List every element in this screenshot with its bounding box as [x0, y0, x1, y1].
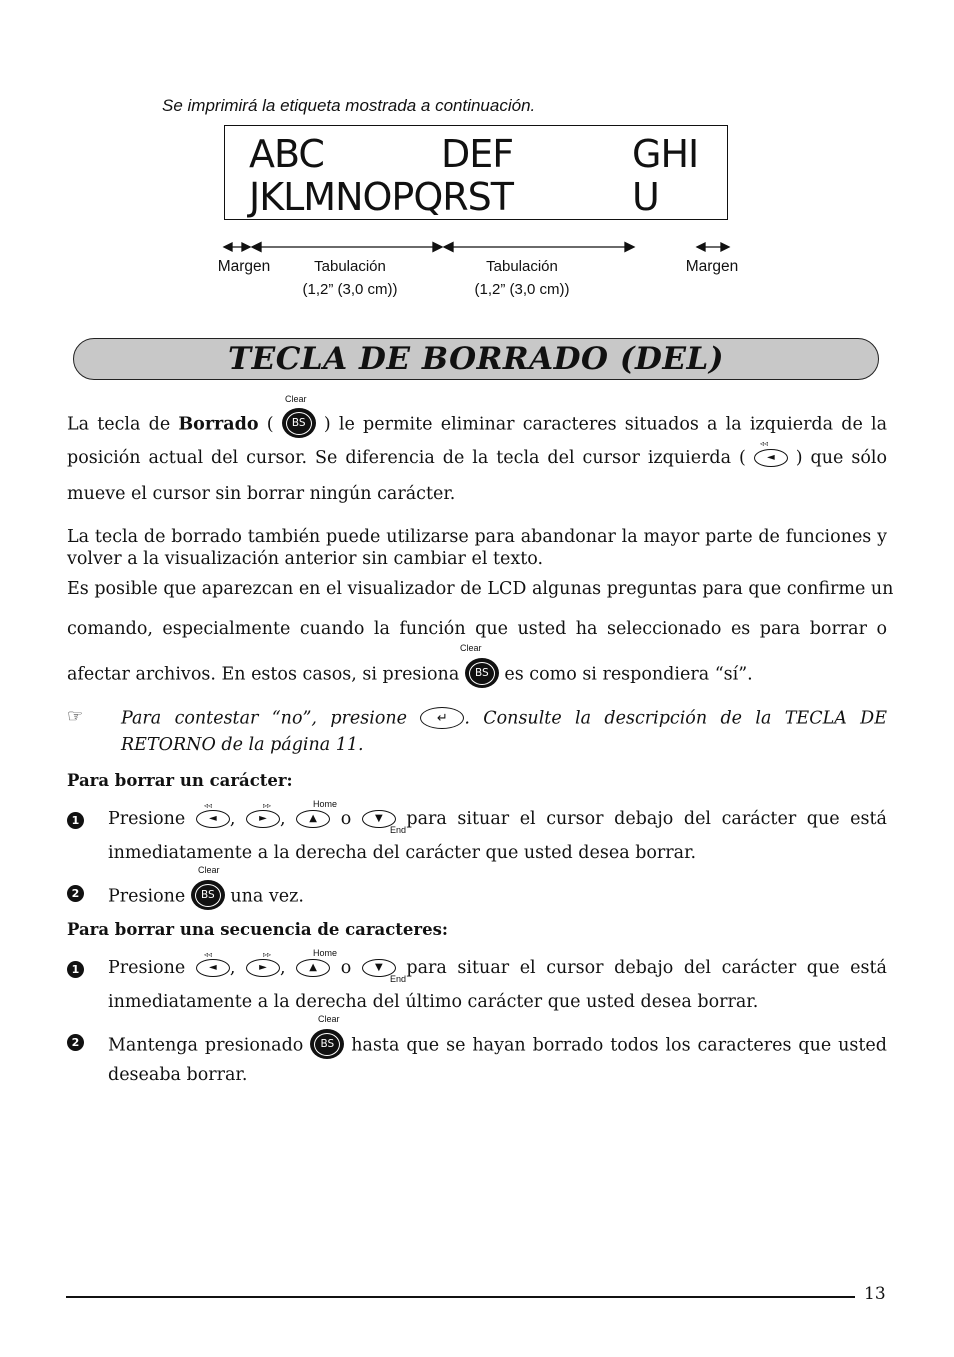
label-text: GHI — [632, 132, 699, 176]
label-preview — [224, 125, 728, 220]
step-number: 2 — [67, 885, 84, 902]
tab1-size: (1,2” (3,0 cm)) — [302, 281, 398, 298]
para2-line1: La tecla de borrado también puede utilizarse para abandonar la mayor parte de funciones y — [67, 527, 887, 547]
bs-key-label: BS — [195, 884, 221, 907]
bs-key-label: BS — [314, 1033, 340, 1056]
para1-line3: mueve el cursor sin borrar ningún carácter. — [67, 484, 456, 504]
clear-key-caption: Clear — [198, 865, 220, 875]
tab2-label: Tabulación — [486, 258, 558, 275]
return-key-icon: ↵ — [420, 707, 464, 729]
para1-line1 — [67, 410, 887, 440]
text: , — [229, 809, 246, 829]
cursor-up-key-icon: ▲ — [296, 810, 330, 828]
text: , — [279, 958, 297, 978]
text: Mantenga presionado — [108, 1035, 311, 1056]
section-banner — [73, 338, 879, 380]
pointing-hand-icon: ☞ — [67, 706, 84, 727]
para3-line2: comando, especialmente cuando la función que usted ha seleccionado es para borrar o — [67, 619, 887, 639]
text: ) le permite eliminar caracteres situados a la izquierda de la — [315, 414, 888, 435]
fast-forward-glyph: ▹▹ — [263, 801, 272, 810]
bs-key-label: BS — [469, 662, 495, 685]
label-caption: Se imprimirá la etiqueta mostrada a continuación. — [162, 96, 536, 115]
step-b1-line1 — [108, 958, 887, 978]
text: ) que sólo — [787, 448, 887, 468]
step-b2-line1 — [108, 1031, 887, 1061]
clear-key-caption: Clear — [285, 394, 307, 404]
cursor-left-key-icon: ◄ — [196, 959, 230, 977]
subheading-delete-char: Para borrar un carácter: — [67, 771, 293, 790]
dimension-arrows — [220, 238, 740, 256]
clear-key-caption: Clear — [460, 643, 482, 653]
tab1-label: Tabulación — [314, 258, 386, 275]
text: es como si respondiera “sí”. — [498, 664, 753, 685]
step-a2 — [108, 882, 887, 912]
text: Presione — [108, 809, 196, 829]
margin-left-label: Margen — [217, 258, 271, 275]
text: o — [330, 958, 362, 978]
cursor-up-key-icon: ▲ — [296, 959, 330, 977]
section-title: TECLA DE BORRADO (DEL) — [228, 341, 724, 377]
tab2-size: (1,2” (3,0 cm)) — [474, 281, 570, 298]
text: Para contestar “no”, presione — [121, 708, 421, 729]
cursor-left-key-icon: ◄ — [754, 449, 788, 467]
bold-term: Borrado — [178, 414, 259, 435]
bs-key-icon — [465, 658, 499, 688]
step-number: 1 — [67, 812, 84, 829]
step-b1-line2: inmediatamente a la derecha del último carácter que usted desea borrar. — [108, 992, 759, 1012]
rewind-glyph: ◃◃ — [204, 950, 213, 959]
bs-key-icon — [191, 880, 225, 910]
label-text: U — [632, 175, 659, 219]
step-number: 1 — [67, 961, 84, 978]
end-key-caption: End — [390, 825, 407, 835]
label-text: ABC — [249, 132, 324, 176]
cursor-right-key-icon: ► — [246, 959, 280, 977]
note-line1 — [121, 708, 887, 730]
para3-line3 — [67, 660, 887, 690]
bs-key-icon — [310, 1029, 344, 1059]
page-number: 13 — [864, 1284, 886, 1304]
margin-right-label: Margen — [685, 258, 739, 275]
text: o — [330, 809, 362, 829]
para3-line1: Es posible que aparezcan en el visualizador de LCD algunas preguntas para que confirme un — [67, 579, 894, 599]
clear-key-caption: Clear — [318, 1014, 340, 1024]
rewind-glyph: ◃◃ — [760, 439, 769, 448]
home-key-caption: Home — [313, 948, 338, 958]
step-a1-line1 — [108, 809, 887, 829]
cursor-down-key-icon: ▼ — [362, 810, 396, 828]
text: ( — [258, 414, 282, 435]
step-a1-line2: inmediatamente a la derecha del carácter que usted desea borrar. — [108, 843, 697, 863]
text: Presione — [108, 958, 196, 978]
text: , — [229, 958, 246, 978]
text: hasta que se hayan borrado todos los caracteres que usted — [344, 1035, 887, 1056]
text: . Consulte la descripción de la TECLA DE — [464, 708, 887, 729]
text: posición actual del cursor. Se diferencia de la tecla del cursor izquierda ( — [67, 448, 754, 468]
text: Presione — [108, 886, 191, 907]
footer-rule — [66, 1296, 855, 1298]
label-text: DEF — [441, 132, 514, 176]
note-line2: RETORNO de la página 11. — [121, 735, 364, 755]
subheading-delete-sequence: Para borrar una secuencia de caracteres: — [67, 920, 448, 939]
text: para situar el cursor debajo del carácter que está — [395, 958, 887, 978]
bs-key-icon — [282, 408, 316, 438]
end-key-caption: End — [390, 974, 407, 984]
text: para situar el cursor debajo del carácter que está — [395, 809, 887, 829]
cursor-down-key-icon: ▼ — [362, 959, 396, 977]
step-number: 2 — [67, 1034, 84, 1051]
cursor-left-key-icon: ◄ — [196, 810, 230, 828]
bs-key-label: BS — [286, 412, 312, 435]
text: , — [279, 809, 297, 829]
text: La tecla de — [67, 414, 179, 435]
home-key-caption: Home — [313, 799, 338, 809]
para2-line2: volver a la visualización anterior sin cambiar el texto. — [67, 549, 544, 569]
rewind-glyph: ◃◃ — [204, 801, 213, 810]
step-b2-line2: deseaba borrar. — [108, 1065, 248, 1085]
text: afectar archivos. En estos casos, si presiona — [67, 664, 465, 685]
cursor-right-key-icon: ► — [246, 810, 280, 828]
para1-line2 — [67, 448, 887, 468]
label-text: JKLMNOPQRST — [249, 175, 513, 219]
fast-forward-glyph: ▹▹ — [263, 950, 272, 959]
text: una vez. — [224, 886, 304, 907]
